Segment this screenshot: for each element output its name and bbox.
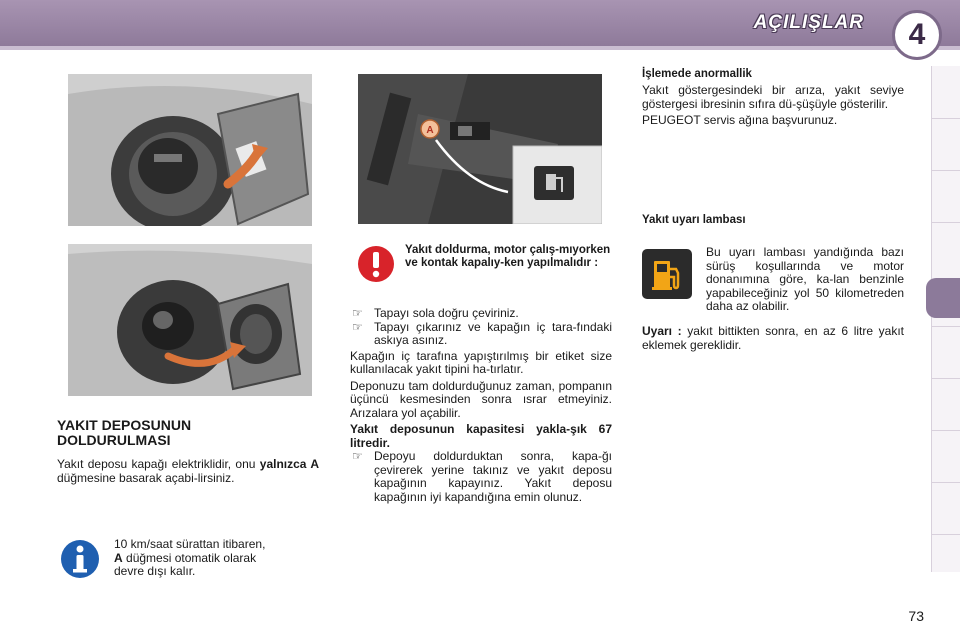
info-note-button-label: A [114,550,123,565]
side-tab-active-chapter [926,278,960,318]
warning-lamp-title: Yakıt uyarı lambası [642,214,746,226]
anomaly-service: PEUGEOT servis ağına başvurunuz. [642,113,838,127]
instruction-step-1-text: Tapayı sola doğru çeviriniz. [374,306,519,320]
page-number: 73 [908,608,924,624]
instruction-step-2-text: Tapayı çıkarınız ve kapağın iç tara-fındaki askıya asınız. [374,319,612,347]
anomaly-paragraph [642,84,904,128]
side-tab-divider [932,430,960,431]
fuel-label-note: Kapağın iç tarafına yapıştırılmış bir etiket size kullanılacak yakıt tipini ha-tırlatır. [350,348,612,376]
instruction-step-3 [350,450,612,504]
caution-note [642,325,904,352]
warning-title: Yakıt doldurma, motor çalış-mıyorken ve kontak kapalıy-ken yapılmalıdır : [405,244,611,269]
fuel-flap-open-illustration [68,74,312,226]
hand-pointer-icon: ☞ [352,319,363,334]
intro-text: Yakıt deposu kapağı elektriklidir, onu [57,457,256,471]
chapter-side-tabs [931,66,960,572]
hand-pointer-icon: ☞ [352,449,363,463]
section-title [57,418,191,448]
anomaly-text: Yakıt göstergesindeki bir arıza, yakıt seviye göstergesi ibresinin sıfıra dü-şüşüyle gösterilir. [642,83,904,111]
section-title-line2: DOLDURULMASI [57,432,171,448]
side-tab-divider [932,170,960,171]
refuel-note: Deponuzu tam doldurduğunuz zaman, pompanın üçüncü kesmesinden sonra ısrar etmeyiniz. Arızalara yol açabilir. [350,378,612,420]
middle-instructions [350,307,612,504]
info-note-line1: 10 km/saat sürattan itibaren, [114,537,266,551]
side-tab-divider [932,534,960,535]
info-note [114,538,319,579]
info-note-line2: düğmesi otomatik olarak [126,550,257,565]
instruction-step-2 [350,321,612,348]
dashboard-button-photo [358,74,602,224]
fuel-cap-removed-photo [68,244,312,396]
intro-paragraph [57,458,319,485]
photo-label-a: A [426,125,434,136]
chapter-title: AÇILIŞLAR [753,12,864,33]
fuel-flap-open-photo [68,74,312,226]
warning-lamp-text: Bu uyarı lambası yandığında bazı sürüş koşullarında ve motor donanımına göre, ka-lan benzinle yapabileceğiniz yol 50 kilometreden daha az olabilir. [706,245,904,313]
caution-label: Uyarı : [642,324,682,338]
dashboard-button-illustration [358,74,602,224]
tank-capacity: Yakıt deposunun kapasitesi yakla-şık 67 litredir. [350,422,612,450]
section-title-line1: YAKIT DEPOSUNUN [57,417,192,433]
side-tab-divider [932,482,960,483]
hand-pointer-icon: ☞ [352,306,363,320]
chapter-number-badge: 4 [892,10,942,60]
intro-emphasis: yalnızca A [259,457,320,471]
side-tab-divider [932,118,960,119]
side-tab-divider [932,326,960,327]
instruction-step-3-text: Depoyu doldurduktan sonra, kapa-ğı çevirerek yerine takınız ve yakıt deposu kapağının kapayınız. Yakıt deposu kapağının iyi kapandığına emin olunuz. [374,449,612,504]
instruction-step-1 [350,307,612,321]
header-divider [0,46,960,50]
caution-text: yakıt bittikten sonra, en az 6 litre yakıt eklemek gereklidir. [642,324,904,352]
anomaly-title: İşlemede anormallik [642,68,752,80]
info-note-line3: devre dışı kalır. [114,564,196,578]
fuel-warning-lamp-icon [642,249,692,299]
side-tab-divider [932,378,960,379]
info-icon [60,538,100,580]
intro-text-end: düğmesine basarak açabi-lirsiniz. [57,470,235,485]
fuel-cap-removed-illustration [68,244,312,396]
warning-icon [357,245,395,283]
side-tab-divider [932,222,960,223]
